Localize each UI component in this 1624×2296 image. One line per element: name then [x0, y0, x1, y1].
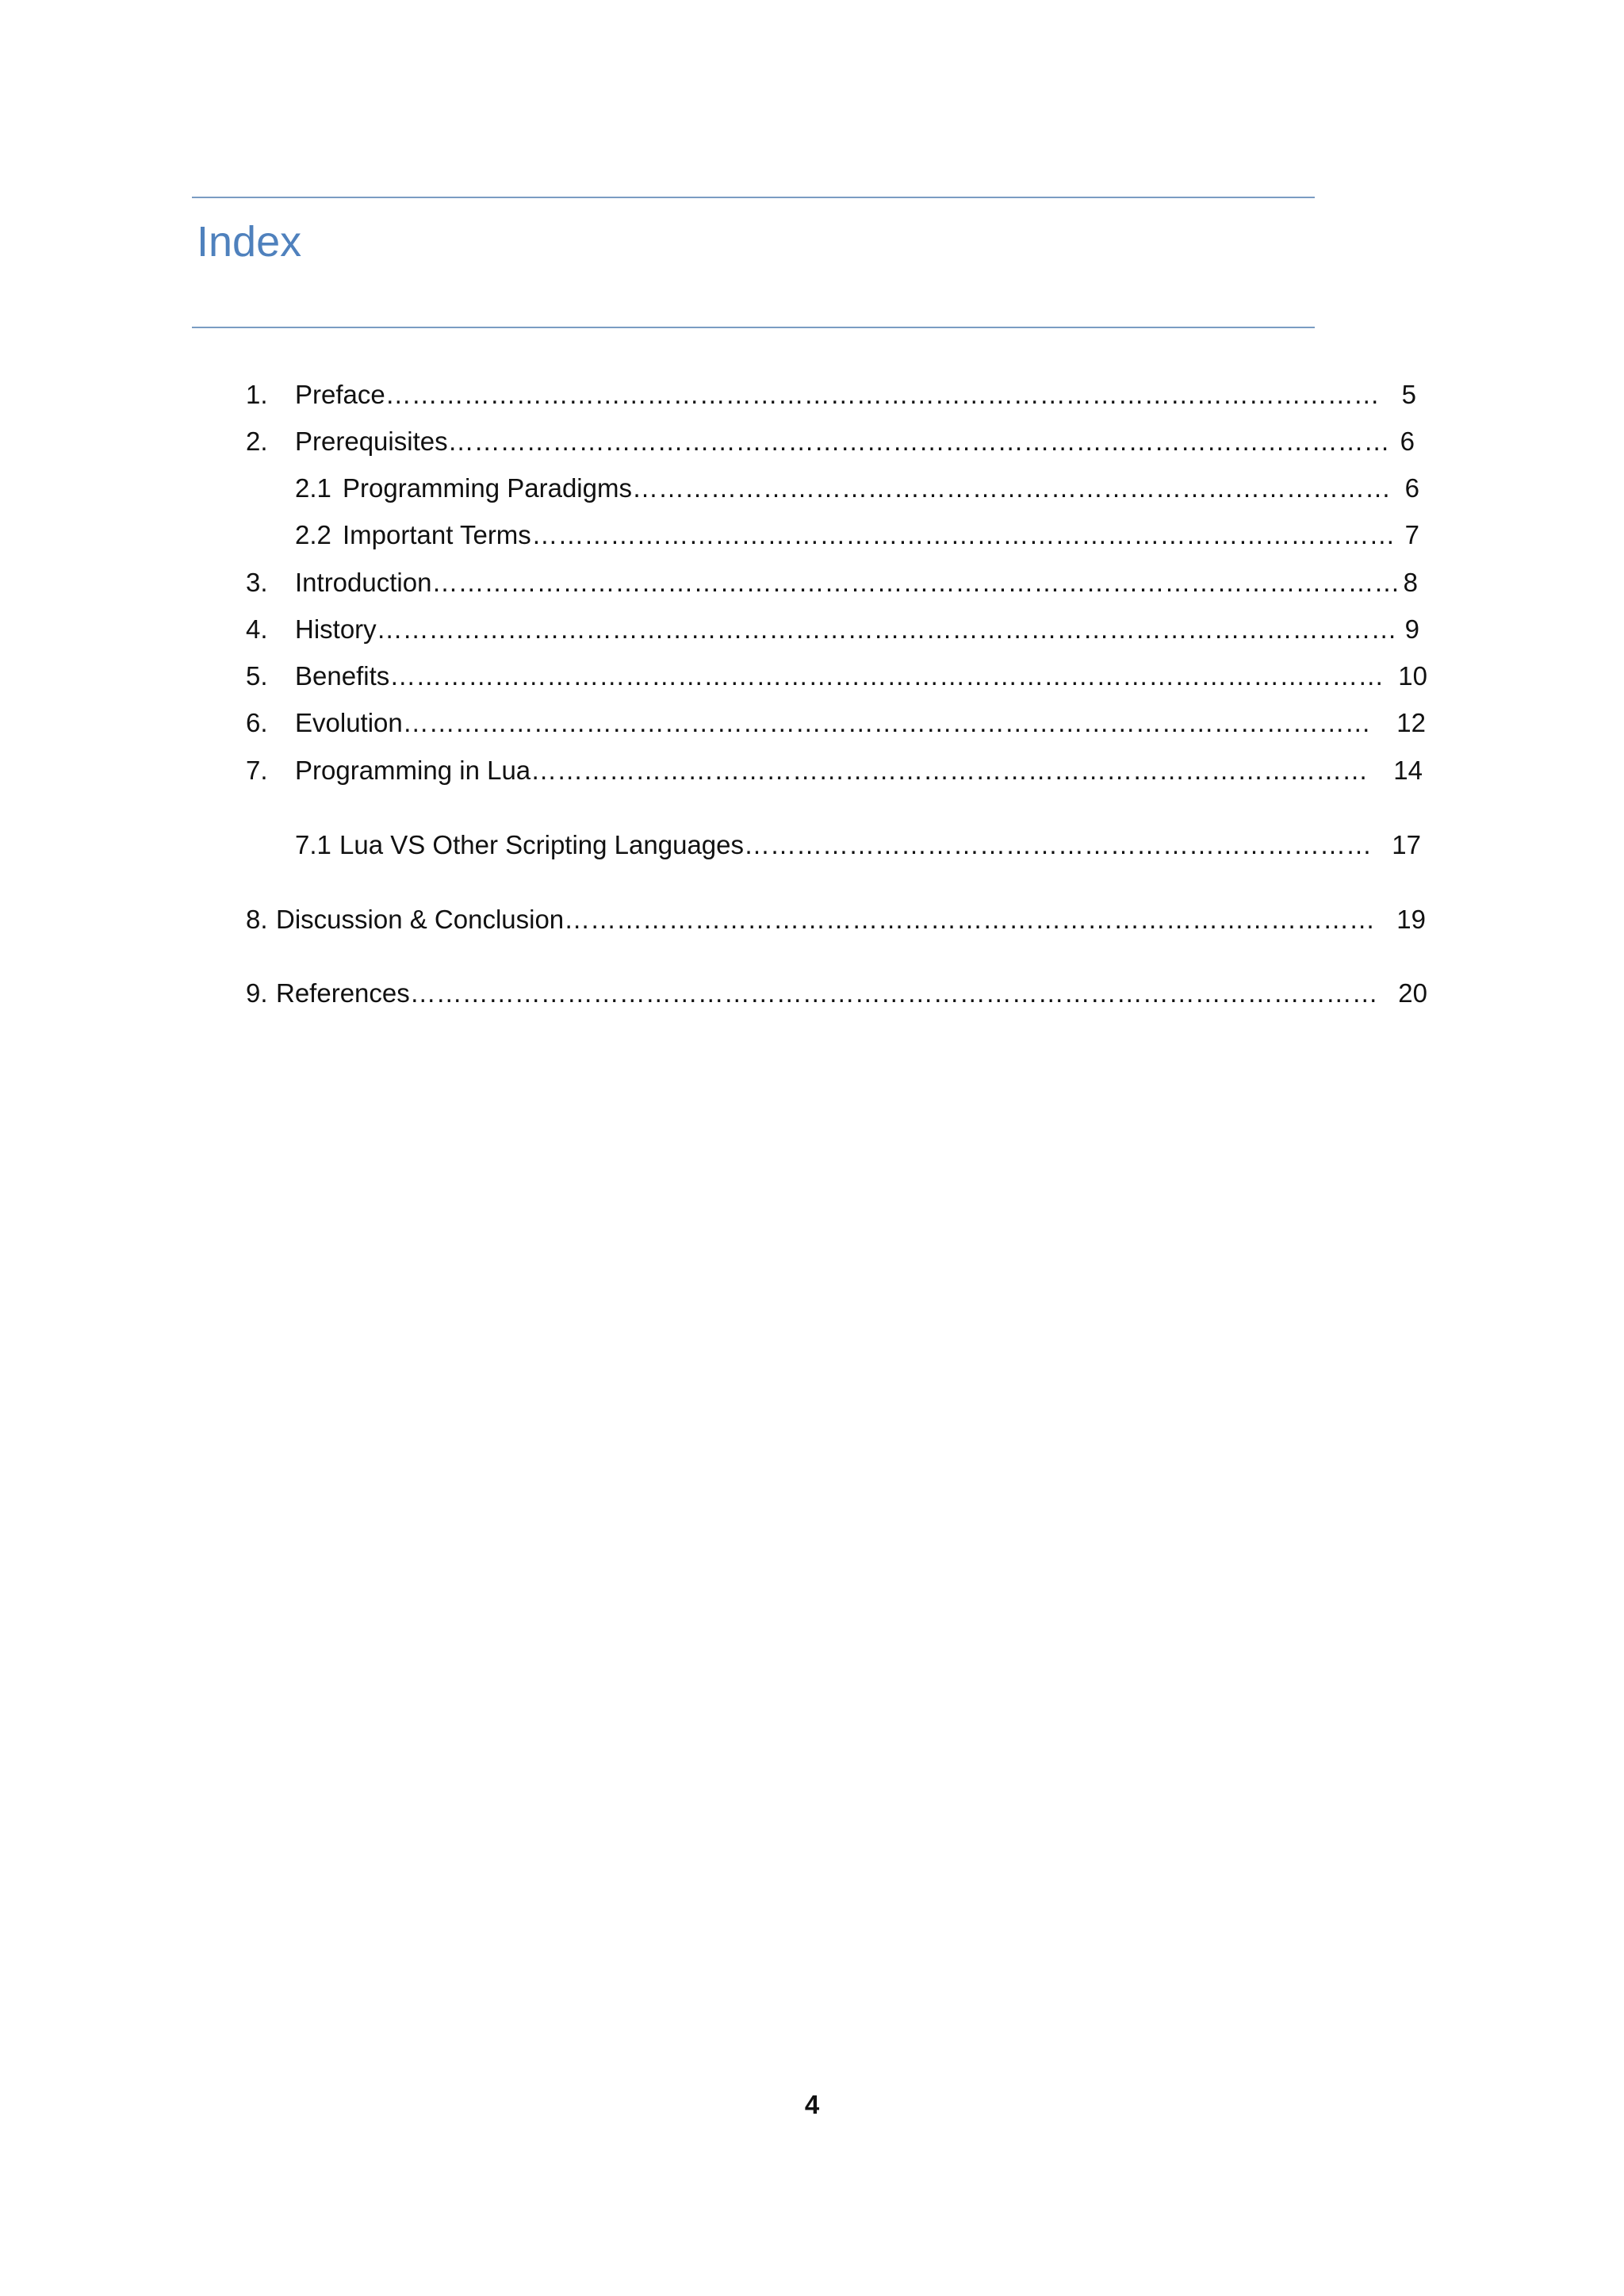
- toc-entry-number: 9.: [246, 978, 268, 1008]
- toc-entry-references: [246, 978, 1427, 1009]
- toc-entry-page: 14: [1393, 756, 1423, 785]
- toc-entry-number: 1.: [246, 380, 268, 409]
- toc-entry-page: 5: [1401, 380, 1416, 409]
- toc-dot-leader: ……………………………………………………………………………………………………: [389, 661, 1385, 691]
- toc-entry-important-terms: [295, 519, 1419, 551]
- toc-entry-page: 9: [1404, 614, 1419, 644]
- toc-entry-prerequisites: [246, 426, 1415, 457]
- toc-dot-leader: …………………………………………………………………………………………………: [431, 568, 1400, 597]
- toc-dot-leader: ………………………………………………………………………………………………………: [376, 614, 1397, 644]
- toc-entry-label: History: [295, 614, 377, 644]
- toc-entry-number: 8.: [246, 905, 268, 934]
- toc-dot-leader: …………………………………………………………………………………………………: [402, 708, 1371, 737]
- toc-entry-label: Evolution: [295, 708, 403, 737]
- toc-entry-page: 12: [1396, 708, 1426, 737]
- toc-entry-number: 2.: [246, 427, 268, 456]
- toc-entry-label: Lua VS Other Scripting Languages: [339, 830, 745, 859]
- toc-entry-number: 4.: [246, 614, 268, 644]
- toc-dot-leader: …………………………………………………………………………………………………: [409, 978, 1378, 1008]
- toc-entry-introduction: [246, 567, 1418, 599]
- toc-entry-label: Introduction: [295, 568, 432, 597]
- toc-entry-benefits: [246, 660, 1427, 692]
- toc-entry-label: Benefits: [295, 661, 390, 691]
- toc-entry-label: Discussion & Conclusion: [276, 905, 565, 934]
- toc-entry-label: Programming in Lua: [295, 756, 531, 785]
- toc-dot-leader: ………………………………………………………………………………………………: [447, 427, 1390, 456]
- toc-dot-leader: …………………………………………………………………………………: [564, 905, 1376, 934]
- toc-entry-page: 8: [1403, 568, 1418, 597]
- toc-entry-lua-vs-other: [295, 829, 1421, 861]
- toc-entry-number: 6.: [246, 708, 268, 737]
- toc-entry-label: Programming Paradigms: [343, 473, 632, 503]
- toc-entry-programming-paradigms: [295, 473, 1419, 504]
- toc-entry-preface: [246, 379, 1416, 411]
- toc-entry-number: 7.1: [295, 830, 331, 859]
- toc-entry-number: 2.1: [295, 473, 331, 503]
- toc-entry-number: 5.: [246, 661, 268, 691]
- toc-dot-leader: ……………………………………………………………………………………………………: [385, 380, 1380, 409]
- toc-entry-page: 19: [1396, 905, 1426, 934]
- toc-entry-page: 20: [1398, 978, 1427, 1008]
- toc-entry-label: Preface: [295, 380, 385, 409]
- toc-entry-programming-in-lua: [246, 755, 1423, 786]
- toc-entry-discussion-conclusion: [246, 904, 1426, 936]
- toc-entry-number: 3.: [246, 568, 268, 597]
- toc-dot-leader: ………………………………………………………………………………………: [531, 520, 1396, 549]
- toc-dot-leader: ……………………………………………………………………………: [631, 473, 1391, 503]
- toc-entry-number: 2.2: [295, 520, 331, 549]
- page-number: 4: [804, 2090, 820, 2119]
- toc-entry-evolution: [246, 707, 1426, 739]
- toc-dot-leader: ………………………………………………………………: [744, 830, 1372, 859]
- toc-entry-history: [246, 614, 1419, 645]
- toc-entry-page: 7: [1404, 520, 1419, 549]
- toc-entry-label: Prerequisites: [295, 427, 448, 456]
- toc-entry-page: 6: [1400, 427, 1415, 456]
- toc-entry-number: 7.: [246, 756, 268, 785]
- toc-dot-leader: ……………………………………………………………………………………: [530, 756, 1369, 785]
- toc-entry-page: 17: [1392, 830, 1421, 859]
- toc-entry-page: 6: [1404, 473, 1419, 503]
- toc-entry-label: References: [276, 978, 410, 1008]
- toc-entry-page: 10: [1398, 661, 1427, 691]
- page-title: Index: [197, 218, 302, 266]
- toc-entry-label: Important Terms: [343, 520, 531, 549]
